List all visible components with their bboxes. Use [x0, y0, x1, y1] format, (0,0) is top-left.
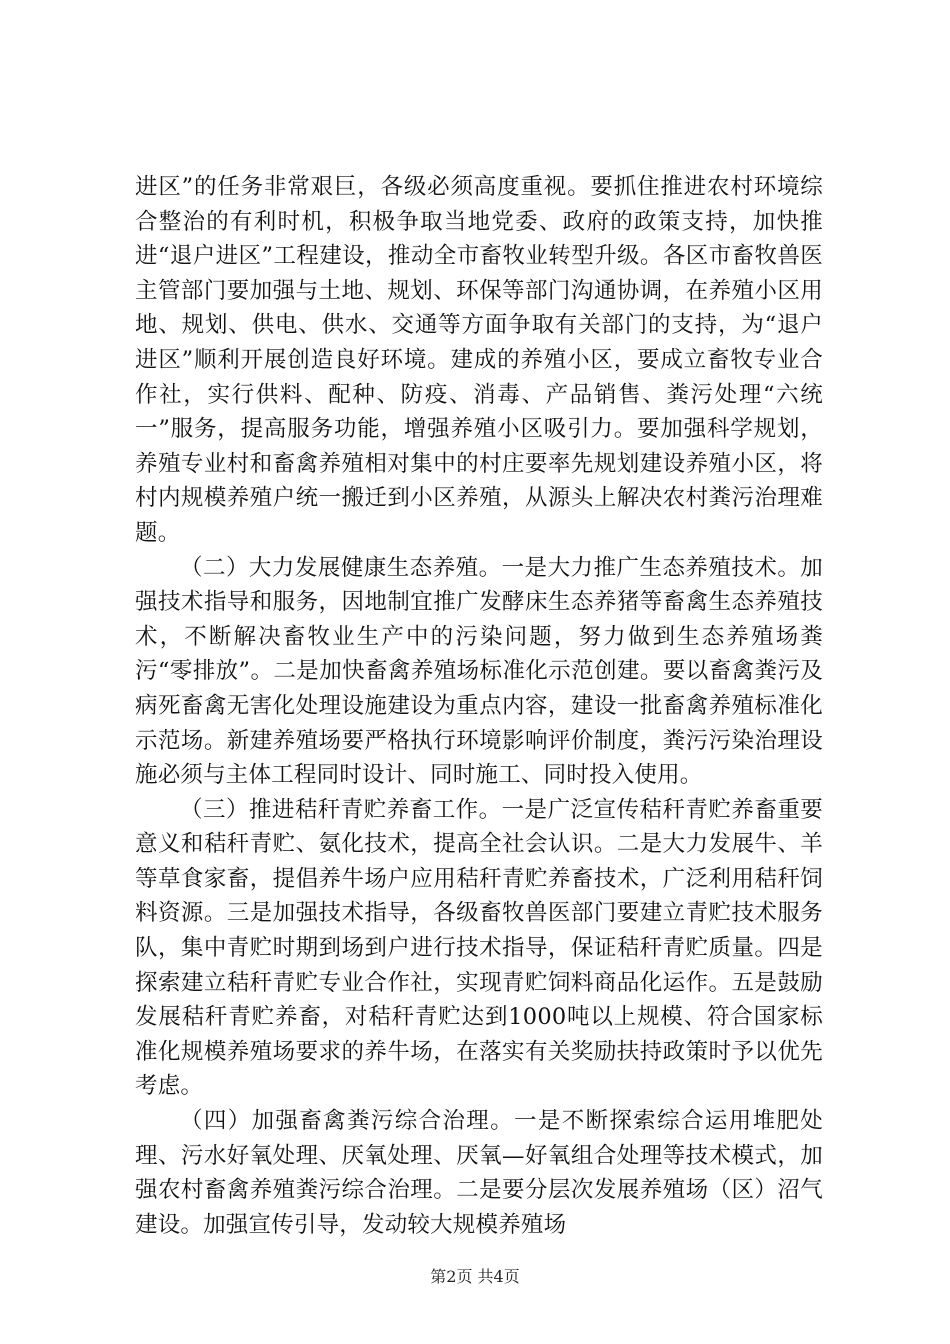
paragraph-continued: 进区”的任务非常艰巨，各级必须高度重视。要抓住推进农村环境综合整治的有利时机，积极争取当地党委、政府的政策支持，加快推进“退户进区”工程建设，推动全市畜牧业转型升级。各区市畜牧兽医主管部门要加强与土地、规划、环保等部门沟通协调，在养殖小区用地、规划、供电、供水、交通等方面争取有关部门的支持，为“退户进区”顺利开展创造良好环境。建成的养殖小区，要成立畜牧专业合作社，实行供料、配种、防疫、消毒、产品销售、粪污处理“六统一”服务，提高服务功能，增强养殖小区吸引力。要加强科学规划，养殖专业村和畜禽养殖相对集中的村庄要率先规划建设养殖小区，将村内规模养殖户统一搬迁到小区养殖，从源头上解决农村粪污治理难题。: [135, 174, 823, 546]
document-body: [135, 170, 823, 1242]
paragraph-section-4: （四）加强畜禽粪污综合治理。一是不断探索综合运用堆肥处理、污水好氧处理、厌氧处理、厌氧—好氧组合处理等技术模式，加强农村畜禽养殖粪污综合治理。二是要分层次发展养殖场（区）沼气建设。加强宣传引导，发动较大规模养殖场: [135, 1108, 823, 1238]
paragraph-section-2: （二）大力发展健康生态养殖。一是大力推广生态养殖技术。加强技术指导和服务，因地制宜推广发酵床生态养猪等畜禽生态养殖技术，不断解决畜牧业生产中的污染问题，努力做到生态养殖场粪污“零排放”。二是加快畜禽养殖场标准化示范创建。要以畜禽粪污及病死畜禽无害化处理设施建设为重点内容，建设一批畜禽养殖标准化示范场。新建养殖场要严格执行环境影响评价制度，粪污污染治理设施必须与主体工程同时设计、同时施工、同时投入使用。: [135, 554, 823, 789]
page-number-label: 第2页 共4页: [430, 1267, 520, 1286]
page-footer: [0, 1266, 950, 1288]
paragraph-section-3: （三）推进秸秆青贮养畜工作。一是广泛宣传秸秆青贮养畜重要意义和秸秆青贮、氨化技术，提高全社会认识。二是大力发展牛、羊等草食家畜，提倡养牛场户应用秸秆青贮养畜技术，广泛利用秸秆饲料资源。三是加强技术指导，各级畜牧兽医部门要建立青贮技术服务队，集中青贮时期到场到户进行技术指导，保证秸秆青贮质量。四是探索建立秸秆青贮专业合作社，实现青贮饲料商品化运作。五是鼓励发展秸秆青贮养畜，对秸秆青贮达到1000吨以上规模、符合国家标准化规模养殖场要求的养牛场，在落实有关奖励扶持政策时予以优先考虑。: [135, 796, 823, 1100]
